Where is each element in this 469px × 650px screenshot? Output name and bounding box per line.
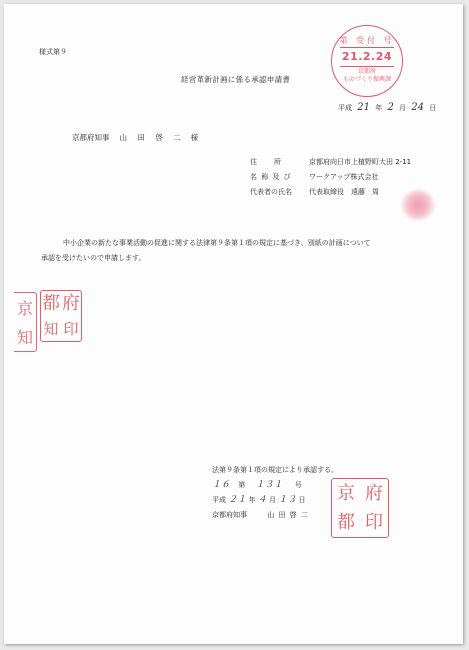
approval-date-month: ４ [257,495,267,505]
partial-prefecture-seal [14,292,37,352]
date-month: 2 [387,102,394,113]
partial-seal-char: 京 [16,299,33,318]
address-label: 住 所 [250,158,282,166]
application-date [338,103,436,113]
seal-char: 印 [63,319,79,338]
date-month-label: 月 [399,104,407,112]
form-number: 様式第９ [39,48,67,56]
approval-date-month-label: 月 [268,496,276,504]
representative-label: 代表者の氏名 [250,188,292,196]
approval-signer-name: 山 田 啓 二 [267,511,309,519]
date-year-label: 年 [375,104,383,112]
approval-block [212,463,338,523]
seal-char: 都 [337,511,355,533]
company-name-label: 名 称 及 び [250,173,292,181]
body-line-1: 中小企業の新たな事業活動の促進に関する法律第９条第１項の規定に基づき、別紙の計画について [63,239,371,247]
body-line-2: 承認を受けたいので申請します。 [41,254,146,262]
receipt-stamp-divider [340,47,394,48]
addressee-name: 山 田 啓 二 [119,133,185,142]
seal-char: 都 [42,292,60,314]
approval-date-era: 平成 [212,496,226,504]
receipt-stamp-dept: ものづくり振興課 [342,76,391,83]
receipt-stamp-divider [340,66,394,67]
seal-char: 府 [365,482,383,504]
partial-seal-char: 知 [16,328,33,347]
document-sheet [4,4,463,644]
representative-seal [401,190,435,220]
prefecture-seal-middle [40,290,82,342]
approval-number-prefix: １６ [212,480,231,490]
approval-date-year-label: 年 [248,496,256,504]
approval-date-day: １３ [278,495,297,505]
approval-number-value: １３１ [255,480,283,490]
seal-char: 知 [43,319,59,338]
approval-date-day-label: 日 [298,496,306,504]
seal-char: 府 [62,292,80,314]
approval-statement: 法第９条第１項の規定により承認する。 [212,466,338,474]
approval-signer [212,508,338,523]
prefecture-seal [331,478,389,538]
approval-signer-office: 京都府知事 [212,511,247,519]
receipt-stamp-office [332,68,402,84]
application-body [41,236,431,266]
date-year: 21 [357,102,370,113]
addressee-office: 京都府知事 [72,133,110,142]
seal-char: 印 [365,511,383,533]
receipt-stamp [331,25,403,97]
date-era: 平成 [338,104,352,112]
approval-date-year: ２１ [228,495,247,505]
company-name-value: ワークアップ株式会社 [309,173,379,181]
addressee [72,133,198,142]
date-day: 24 [411,102,425,113]
representative-value: 代表取締役 遠藤 周 [309,188,379,196]
approval-date [212,493,338,508]
addressee-honorific: 様 [190,133,199,142]
seal-char: 京 [337,482,355,504]
approval-number-suffix: 号 [294,481,302,489]
receipt-stamp-date: 21.2.24 [341,50,393,63]
date-day-label: 日 [429,104,437,112]
receipt-stamp-header: 第 受付 号 [339,36,395,45]
receipt-stamp-office-name: 京都府 [357,68,376,75]
document-title: 経営革新計画に係る承認申請書 [181,75,291,84]
approval-number [212,478,338,493]
address-value: 京都府向日市上植野町大田 2-11 [309,158,412,166]
approval-number-mid: 第 [238,481,246,489]
